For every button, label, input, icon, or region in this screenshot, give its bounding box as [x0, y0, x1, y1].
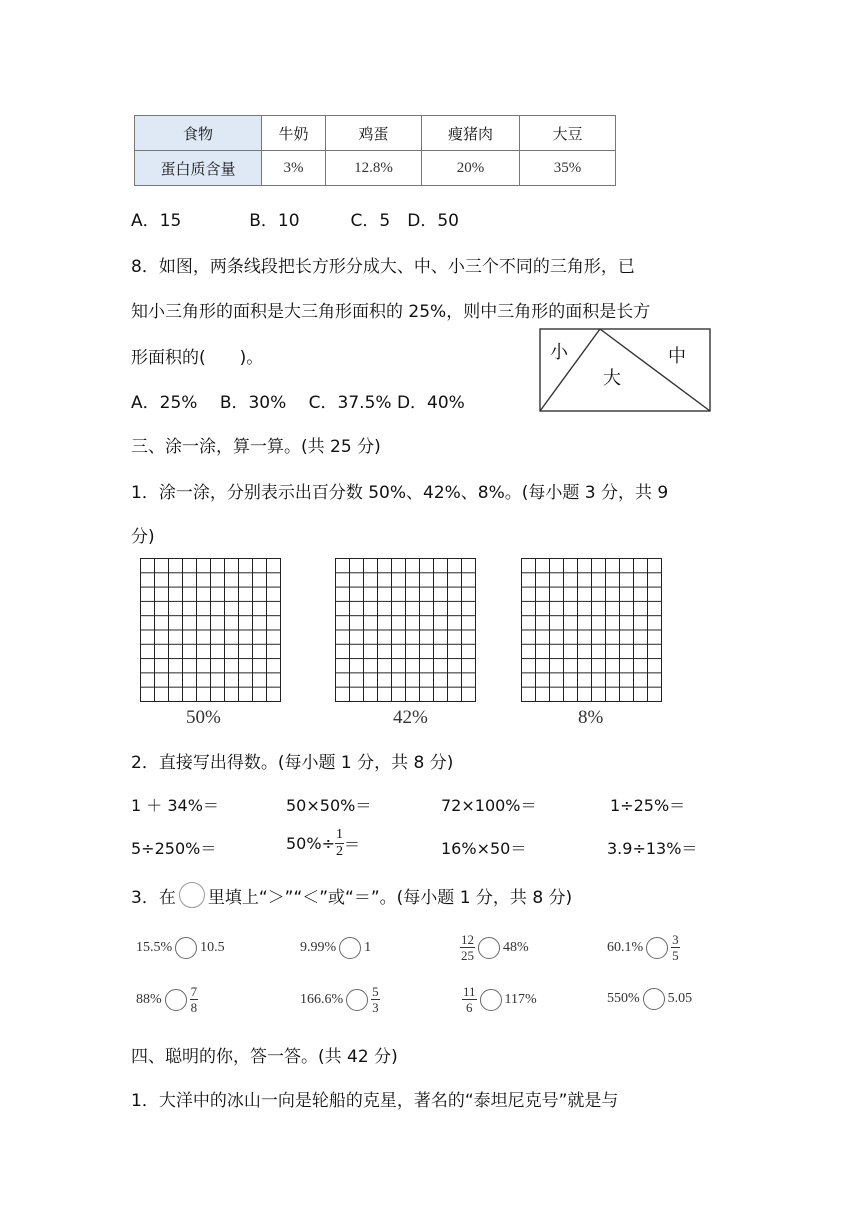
figure-label-big: 大: [603, 368, 621, 388]
compare-item: [607, 933, 680, 962]
fraction-numerator: 7: [190, 984, 198, 999]
fraction: [460, 933, 475, 962]
q8-options: A．25% B．30% C．37.5% D．40%: [131, 393, 465, 413]
calc-item: 16%×50＝: [441, 839, 527, 858]
grid-label-50: 50%: [186, 707, 221, 728]
fraction-numerator: 11: [463, 984, 476, 999]
fraction: [371, 985, 380, 1014]
table-cell: 3%: [262, 151, 326, 186]
fraction-denominator: 25: [461, 948, 474, 963]
figure-label-mid: 中: [668, 346, 686, 366]
calc-item: 50×50%＝: [286, 796, 372, 815]
compare-right: 117%: [504, 991, 537, 1007]
calc-item: 1÷25%＝: [610, 796, 686, 815]
compare-circle[interactable]: [480, 989, 502, 1011]
section4-title: 四、聪明的你，答一答。(共 42 分): [131, 1047, 398, 1067]
q8-line1: 8．如图，两条线段把长方形分成大、中、小三个不同的三角形，已: [131, 257, 635, 277]
compare-left: 88%: [136, 991, 162, 1007]
compare-circle[interactable]: [165, 989, 187, 1011]
q7-options: A．15 B．10 C．5 D．50: [131, 211, 459, 231]
compare-circle[interactable]: [646, 937, 668, 959]
blank-circle-icon: [179, 882, 205, 908]
compare-right: 48%: [503, 939, 529, 955]
fraction-denominator: 3: [372, 1000, 379, 1015]
q3-prefix: 3．在: [131, 887, 176, 908]
table-header-row: [135, 116, 616, 151]
hundred-grid-3[interactable]: [521, 558, 662, 702]
table-row-label: 蛋白质含量: [135, 151, 262, 186]
table-header-cell: 瘦猪肉: [422, 116, 520, 151]
compare-left: 166.6%: [300, 991, 344, 1007]
fraction-numerator: 1: [335, 827, 343, 842]
fraction-numerator: 12: [461, 932, 474, 947]
compare-item: [460, 933, 529, 962]
table-header-cell: 鸡蛋: [326, 116, 422, 151]
grid-label-42: 42%: [393, 707, 428, 728]
fraction: [190, 985, 199, 1014]
grid-label-8: 8%: [578, 707, 604, 728]
q8-line2: 知小三角形的面积是大三角形面积的 25%，则中三角形的面积是长方: [131, 302, 651, 322]
table-row: [135, 151, 616, 186]
s3-q3-title: [131, 882, 572, 908]
calc-item-fraction: [286, 828, 360, 859]
compare-item: [607, 988, 692, 1010]
calc-item: 72×100%＝: [441, 796, 537, 815]
s4-q1-line1: 1．大洋中的冰山一向是轮船的克星，著名的“泰坦尼克号”就是与: [131, 1091, 619, 1111]
segment-left: [540, 329, 600, 411]
fraction: [462, 985, 477, 1014]
table-header-cell: 食物: [135, 116, 262, 151]
compare-circle[interactable]: [346, 989, 368, 1011]
table-header-cell: 牛奶: [262, 116, 326, 151]
compare-item: [462, 985, 537, 1014]
calc-suffix: ＝: [343, 835, 360, 854]
compare-right: 10.5: [200, 940, 225, 955]
protein-table: [134, 115, 616, 186]
table-cell: 20%: [422, 151, 520, 186]
fraction: [671, 933, 680, 962]
table-cell: 12.8%: [326, 151, 422, 186]
compare-left: 550%: [607, 991, 640, 1006]
table-header-cell: 大豆: [520, 116, 616, 151]
compare-circle[interactable]: [175, 937, 197, 959]
q3-suffix: 里填上“＞”“＜”或“＝”。(每小题 1 分，共 8 分): [207, 887, 573, 908]
fraction-denominator: 2: [335, 844, 343, 859]
compare-circle[interactable]: [478, 937, 500, 959]
figure-label-small: 小: [550, 342, 568, 362]
hundred-grid-1[interactable]: [140, 558, 281, 702]
calc-item: 5÷250%＝: [131, 839, 217, 858]
compare-left: 60.1%: [607, 939, 644, 955]
compare-right: 5.05: [667, 991, 693, 1006]
compare-item: [300, 985, 380, 1014]
fraction-denominator: 8: [190, 1000, 198, 1015]
fraction: [335, 828, 344, 859]
table-cell: 35%: [520, 151, 616, 186]
s3-q1-line1: 1．涂一涂，分别表示出百分数 50%、42%、8%。(每小题 3 分，共 9: [131, 483, 669, 503]
compare-right: 1: [364, 940, 372, 955]
calc-item: 1 ＋ 34%＝: [131, 796, 219, 815]
compare-item: [300, 937, 371, 959]
fraction-denominator: 6: [466, 1000, 473, 1015]
s3-q1-line2: 分): [131, 527, 155, 547]
fraction-denominator: 5: [672, 948, 679, 963]
fraction-numerator: 5: [372, 984, 379, 999]
compare-circle[interactable]: [643, 988, 665, 1010]
section3-title: 三、涂一涂，算一算。(共 25 分): [131, 437, 381, 457]
calc-item: 3.9÷13%＝: [607, 839, 698, 858]
compare-item: [136, 937, 225, 959]
compare-left: 9.99%: [300, 940, 337, 955]
hundred-grid-2[interactable]: [335, 558, 476, 702]
s3-q2-title: 2．直接写出得数。(每小题 1 分，共 8 分): [131, 753, 454, 773]
compare-left: 15.5%: [136, 940, 173, 955]
fraction-numerator: 3: [672, 932, 679, 947]
calc-prefix: 50%÷: [286, 834, 335, 853]
compare-item: [136, 985, 198, 1014]
compare-circle[interactable]: [339, 937, 361, 959]
q8-line3: 形面积的( )。: [131, 348, 264, 368]
